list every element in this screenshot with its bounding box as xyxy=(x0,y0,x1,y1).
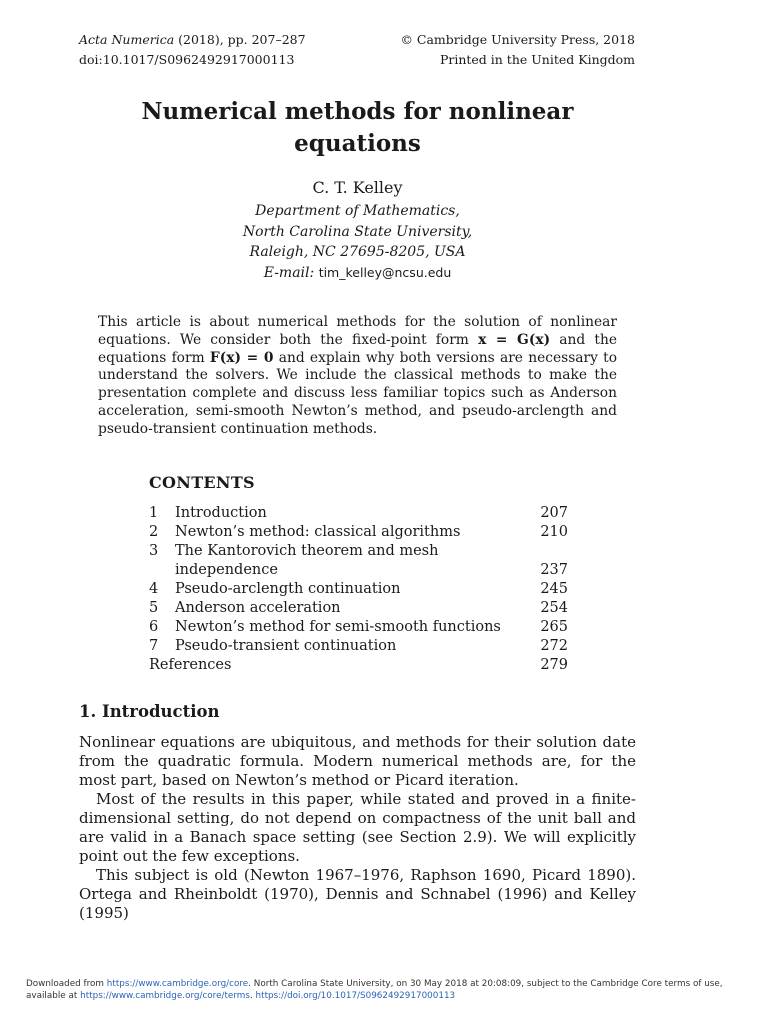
toc-title: Newton’s method for semi-smooth functions xyxy=(175,619,501,635)
body-paragraph: This subject is old (Newton 1967–1976, Raphson 1690, Picard 1890). Ortega and Rheinboldt (1970), Dennis and Schnabel (1996) and Kelley (1995) xyxy=(79,866,636,922)
toc-title: Anderson acceleration xyxy=(175,600,341,616)
body-paragraph: Most of the results in this paper, while stated and proved in a finite-dimensional setting, do not depend on compactness of the unit ball and are valid in a Banach space setting (see Section 2.9). We will explicitly point out the few exceptions. xyxy=(79,790,636,865)
toc-title: Pseudo-transient continuation xyxy=(175,638,397,654)
toc-number: 2 xyxy=(149,524,159,540)
download-footer xyxy=(26,978,746,1002)
paper-title: Numerical methods for nonlinear equations xyxy=(141,98,574,157)
toc-entry[interactable] xyxy=(149,580,568,599)
toc-page: 254 xyxy=(540,600,568,616)
abstract-text: This article is about numerical methods for the solution of nonlinear equations. We consider both the fixed-point form xyxy=(98,314,617,348)
affiliation-line: Raleigh, NC 27695-8205, USA xyxy=(249,244,466,260)
toc-page: 207 xyxy=(540,505,568,521)
toc-title: independence xyxy=(175,562,278,578)
toc-entry[interactable] xyxy=(149,523,568,542)
toc-entry[interactable] xyxy=(149,618,568,637)
toc-title: Newton’s method: classical algorithms xyxy=(175,524,461,540)
footer-text: . North Carolina State University, on 30 May 2018 at 20:08:09, subject to the Cambridge Core terms of use, xyxy=(248,979,723,989)
email-address[interactable]: tim_kelley@ncsu.edu xyxy=(318,264,452,280)
doi-text: doi:10.1017/S0962492917000113 xyxy=(79,52,295,67)
toc-title: References xyxy=(149,657,232,673)
toc-page: 279 xyxy=(540,657,568,673)
math-equation-form: F(x) = 0 xyxy=(209,349,274,366)
toc-title: Introduction xyxy=(175,505,267,521)
toc-title: The Kantorovich theorem and mesh xyxy=(175,543,439,559)
email-line xyxy=(0,263,715,284)
toc-number: 5 xyxy=(149,600,159,616)
journal-citation xyxy=(79,30,306,70)
cambridge-core-link[interactable]: https://www.cambridge.org/core xyxy=(106,979,249,989)
toc-entry[interactable] xyxy=(149,504,568,523)
toc-title: Pseudo-arclength continuation xyxy=(175,581,401,597)
copyright-text: © Cambridge University Press, 2018 xyxy=(400,32,635,47)
toc-number: 3 xyxy=(149,543,159,559)
toc-entry[interactable] xyxy=(149,542,568,561)
footer-text: Downloaded from xyxy=(26,979,107,989)
toc-number: 6 xyxy=(149,619,159,635)
abstract-text: and the equations form xyxy=(98,331,617,366)
journal-name: Acta Numerica xyxy=(79,32,175,47)
toc-entry-continued[interactable] xyxy=(149,561,568,580)
abstract-text: and explain why both versions are necessary to understand the solvers. We include the classical methods to make the presentation complete and discuss less familiar topics such as Anderson acceleration, semi-smooth Newton’s method, and pseudo-arclength and pseudo-transient continuation methods. xyxy=(98,349,618,437)
email-label: E-mail: xyxy=(263,264,315,281)
affiliation-line: Department of Mathematics, xyxy=(255,203,460,219)
toc-number: 7 xyxy=(149,638,159,654)
math-fixed-point: x = G(x) xyxy=(478,331,551,348)
toc-page: 265 xyxy=(540,619,568,635)
footer-text: available at xyxy=(26,991,81,1001)
body-paragraph: Nonlinear equations are ubiquitous, and methods for their solution date from the quadratic formula. Modern numerical methods are, for the most part, based on Newton’s method or Picard iteration. xyxy=(79,733,636,789)
toc-page: 245 xyxy=(540,581,568,597)
toc-page: 210 xyxy=(540,524,568,540)
toc-entry-references[interactable] xyxy=(149,656,568,675)
toc-number: 1 xyxy=(149,505,159,521)
footer-text: . xyxy=(249,991,256,1001)
citation-pages: (2018), pp. 207–287 xyxy=(174,32,306,47)
toc-page: 237 xyxy=(540,562,568,578)
author-name: C. T. Kelley xyxy=(312,178,403,197)
contents-heading: CONTENTS xyxy=(149,473,255,492)
doi-link[interactable]: https://doi.org/10.1017/S0962492917000113 xyxy=(255,991,456,1001)
publisher-info xyxy=(400,30,635,70)
section-heading: 1. Introduction xyxy=(79,702,220,721)
toc-entry[interactable] xyxy=(149,599,568,618)
toc-number: 4 xyxy=(149,581,159,597)
abstract xyxy=(98,314,617,439)
affiliation-line: North Carolina State University, xyxy=(242,223,473,240)
toc-entry[interactable] xyxy=(149,637,568,656)
printed-text: Printed in the United Kingdom xyxy=(439,52,635,67)
author-affiliation xyxy=(0,201,715,283)
section-body xyxy=(79,733,636,923)
table-of-contents xyxy=(149,504,568,675)
terms-link[interactable]: https://www.cambridge.org/core/terms xyxy=(80,991,250,1001)
toc-page: 272 xyxy=(540,638,568,654)
